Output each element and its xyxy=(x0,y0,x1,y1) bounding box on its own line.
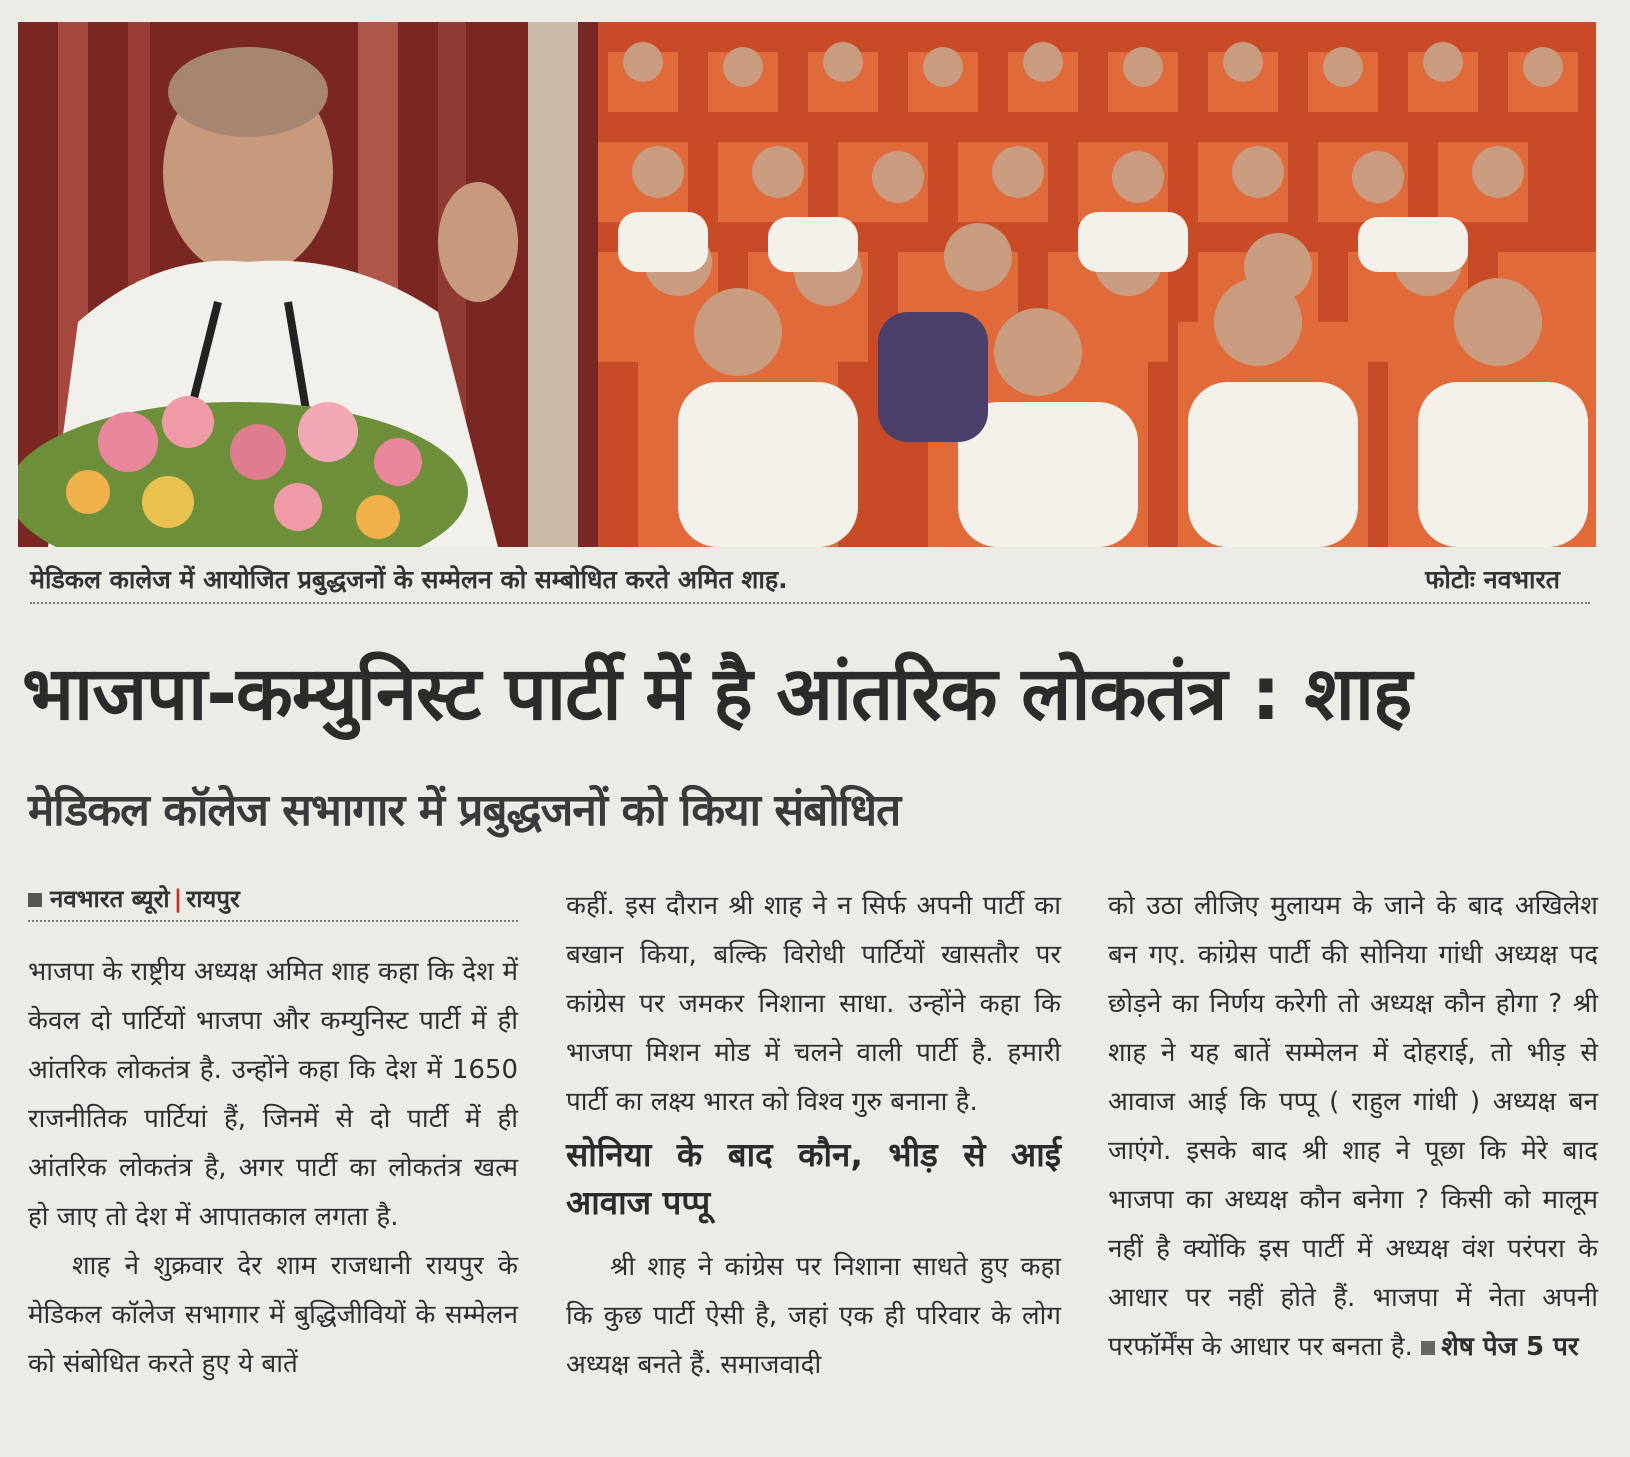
byline xyxy=(28,882,518,922)
square-bullet-icon xyxy=(28,893,42,907)
audience-photo-illustration xyxy=(598,22,1596,547)
subheadline: मेडिकल कॉलेज सभागार में प्रबुद्धजनों को किया संबोधित xyxy=(28,785,901,836)
article-column-3 xyxy=(1108,882,1598,1372)
article-column-1 xyxy=(28,882,518,1389)
photo-caption-text: मेडिकल कालेज में आयोजित प्रबुद्धजनों के सम्मेलन को सम्बोधित करते अमित शाह. xyxy=(30,565,788,594)
audience-photo xyxy=(598,22,1596,547)
article-paragraph xyxy=(1108,882,1598,1372)
photo-caption xyxy=(30,560,1590,604)
byline-separator: | xyxy=(173,885,183,913)
continuation-text: शेष पेज 5 पर xyxy=(1441,1332,1579,1362)
byline-bureau: नवभारत ब्यूरो xyxy=(50,885,170,913)
byline-city: रायपुर xyxy=(186,885,240,913)
photo-credit: फोटोः नवभारत xyxy=(1425,565,1560,594)
continuation-note xyxy=(1421,1332,1578,1362)
article-paragraph-text: को उठा लीजिए मुलायम के जाने के बाद अखिलेश बन गए. कांग्रेस पार्टी की सोनिया गांधी अध्यक्ष पद छोड़ने का निर्णय करेगी तो अध्यक्ष कौन होगा ? श्री शाह ने यह बातें सम्मेलन में दोहराई, तो भीड़ से आवाज आई कि पप्पू ( राहुल गांधी ) अध्यक्ष बन जाएंगे. इसके बाद श्री शाह ने पूछा कि मेरे बाद भाजपा का अध्यक्ष कौन बनेगा ? किसी को मालूम नहीं है क्योंकि इस पार्टी में अध्यक्ष वंश परंपरा के आधार पर नहीं होते हैं. भाजपा में नेता अपनी परफॉर्मेंस के आधार पर बनता है. xyxy=(1108,891,1598,1362)
article-paragraph: श्री शाह ने कांग्रेस पर निशाना साधते हुए कहा कि कुछ पार्टी ऐसी है, जहां एक ही परिवार के लोग अध्यक्ष बनते हैं. समाजवादी xyxy=(566,1252,1061,1380)
article-paragraph: शाह ने शुक्रवार देर शाम राजधानी रायपुर के मेडिकल कॉलेज सभागार में बुद्धिजीवियों के सम्मेलन को संबोधित करते हुए ये बातें xyxy=(28,1251,518,1379)
article-paragraph: भाजपा के राष्ट्रीय अध्यक्ष अमित शाह कहा कि देश में केवल दो पार्टियों भाजपा और कम्युनिस्ट पार्टी में ही आंतरिक लोकतंत्र है. उन्होंने कहा कि देश में 1650 राजनीतिक पार्टियां हैं, जिनमें से दो पार्टी में ही आंतरिक लोकतंत्र है, अगर पार्टी का लोकतंत्र खत्म हो जाए तो देश में आपातकाल लगता है. xyxy=(28,957,518,1232)
speaker-photo xyxy=(18,22,598,547)
square-bullet-icon xyxy=(1421,1341,1435,1355)
speaker-photo-illustration xyxy=(18,22,598,547)
section-subheading: सोनिया के बाद कौन, भीड़ से आई आवाज पप्पू xyxy=(566,1135,1061,1222)
article-column-2 xyxy=(566,882,1061,1390)
article-paragraph: कहीं. इस दौरान श्री शाह ने न सिर्फ अपनी पार्टी का बखान किया, बल्कि विरोधी पार्टियों खासतौर पर कांग्रेस पर जमकर निशाना साधा. उन्होंने कहा कि भाजपा मिशन मोड में चलने वाली पार्टी है. हमारी पार्टी का लक्ष्य भारत को विश्व गुरु बनाना है. xyxy=(566,891,1061,1117)
headline: भाजपा-कम्युनिस्ट पार्टी में है आंतरिक लोकतंत्र : शाह xyxy=(22,651,1412,737)
